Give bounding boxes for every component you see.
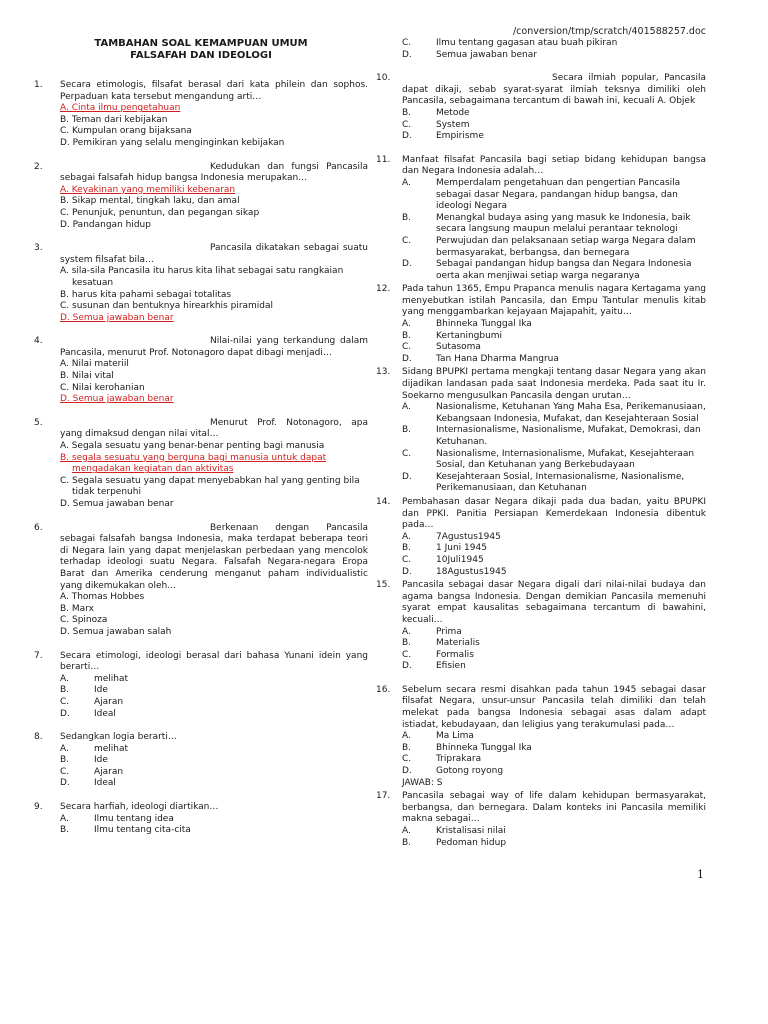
option-letter: C. bbox=[402, 119, 412, 130]
option-letter: C. bbox=[402, 554, 412, 565]
answer-option bbox=[376, 213, 706, 236]
right-column bbox=[376, 38, 706, 861]
question-text: Menurut Prof. Notonagoro, apa yang dimaksud dengan nilai vital… bbox=[60, 417, 368, 440]
question-stem bbox=[34, 336, 368, 359]
right-question-list bbox=[376, 73, 706, 849]
option-text: Sebagai pandangan hidup bangsa dan Negara Indonesia oerta akan menjiwai setiap warga negaranya bbox=[436, 259, 692, 281]
option-text: Formalis bbox=[436, 649, 474, 660]
option-letter: B. bbox=[60, 685, 70, 696]
answer-note: JAWAB: S bbox=[402, 777, 443, 788]
answer-option bbox=[376, 236, 706, 259]
question-item bbox=[376, 284, 706, 365]
answer-option bbox=[376, 425, 706, 448]
answer-option bbox=[376, 178, 706, 213]
option-letter: B. bbox=[402, 330, 412, 341]
question-number: 4. bbox=[34, 336, 43, 347]
answer-option bbox=[34, 266, 368, 289]
option-text: Ilmu tentang gagasan atau buah pikiran bbox=[436, 38, 618, 48]
question-stem bbox=[34, 162, 368, 185]
marked-answer bbox=[34, 185, 368, 197]
answer-option bbox=[34, 604, 368, 616]
answer-option bbox=[376, 108, 706, 120]
option-text: B. Teman dari kebijakan bbox=[60, 114, 168, 125]
option-text: Sutasoma bbox=[436, 342, 481, 353]
option-letter: A. bbox=[402, 626, 411, 637]
option-letter: A. bbox=[402, 531, 411, 542]
file-path: /conversion/tmp/scratch/401588257.doc bbox=[512, 26, 706, 37]
option-letter: C. bbox=[60, 696, 70, 707]
question-item bbox=[34, 162, 368, 232]
answer-option bbox=[34, 115, 368, 127]
question-item bbox=[34, 523, 368, 639]
option-text: D. Semua jawaban salah bbox=[60, 626, 172, 637]
question-text: Sidang BPUPKI pertama mengkaji tentang dasar Negara yang akan dijadikan landasan pada saat Indonesia merdeka. Pada saat itu Ir. Soekarno mengusulkan Pancasila dengan urutan… bbox=[402, 367, 706, 401]
question-stem bbox=[376, 580, 706, 626]
option-text: Empirisme bbox=[436, 131, 484, 142]
option-text: B. segala sesuatu yang berguna bagi manusia untuk dapat mengadakan kegiatan dan aktivitas bbox=[60, 452, 327, 475]
option-letter: A. bbox=[402, 402, 411, 413]
option-text: Ilmu tentang cita-cita bbox=[94, 825, 191, 836]
question-stem bbox=[34, 732, 368, 744]
option-text: System bbox=[436, 119, 470, 130]
option-text: D. Semua jawaban benar bbox=[60, 394, 174, 405]
option-text: B. harus kita pahami sebagai totalitas bbox=[60, 289, 232, 300]
answer-option bbox=[34, 126, 368, 138]
option-text: Memperdalam pengetahuan dan pengertian Pancasila sebagai dasar Negara, pandangan hidup bangsa, dan ideologi Negara bbox=[436, 177, 681, 212]
answer-option bbox=[34, 814, 368, 826]
answer-option bbox=[376, 38, 706, 50]
question-text: Berkenaan dengan Pancasila sebagai falsafah bangsa Indonesia, maka terdapat beberapa teori di Negara lain yang dapat menjelaskan perbedaan yang mencolok terhadap ideologi suatu Negara. Falsafah Negara-negara Eropa Barat dan Amerika cenderung menganut paham individualistic yang dikemukakan oleh… bbox=[60, 522, 368, 591]
question-number: 15. bbox=[376, 580, 391, 591]
answer-option bbox=[376, 754, 706, 766]
answer-option bbox=[34, 627, 368, 639]
answer-option bbox=[34, 674, 368, 686]
question-number: 1. bbox=[34, 80, 43, 90]
option-text: A. Nilai materiil bbox=[60, 359, 129, 370]
option-text: Efisien bbox=[436, 661, 466, 672]
answer-option bbox=[34, 138, 368, 150]
answer-option bbox=[376, 567, 706, 579]
question-text: Secara etimologis, filsafat berasal dari kata philein dan sophos. Perpaduan kata tersebut mengandung arti… bbox=[60, 80, 368, 102]
option-text: Kertaningbumi bbox=[436, 330, 503, 341]
page-number: 1 bbox=[697, 868, 704, 881]
answer-option bbox=[376, 472, 706, 495]
question-number: 2. bbox=[34, 161, 43, 172]
option-text: melihat bbox=[94, 743, 129, 754]
option-letter: D. bbox=[402, 566, 412, 577]
option-text: Prima bbox=[436, 626, 462, 637]
option-text: C. susunan dan bentuknya hirearkhis piramidal bbox=[60, 301, 274, 312]
question-item bbox=[376, 685, 706, 789]
document-header bbox=[34, 38, 368, 62]
answer-option bbox=[34, 476, 368, 499]
option-text: Triprakara bbox=[436, 754, 482, 765]
marked-answer bbox=[34, 313, 368, 325]
answer-option bbox=[376, 120, 706, 132]
answer-option bbox=[376, 131, 706, 143]
option-text: Pedoman hidup bbox=[436, 837, 507, 848]
option-text: D. Pandangan hidup bbox=[60, 219, 151, 230]
question-number: 10. bbox=[376, 73, 391, 84]
question-number: 17. bbox=[376, 791, 391, 802]
question-item bbox=[376, 73, 706, 143]
answer-option bbox=[376, 638, 706, 650]
option-text: C. Nilai kerohanian bbox=[60, 382, 145, 393]
option-letter: C. bbox=[402, 342, 412, 353]
option-text: Perwujudan dan pelaksanaan setiap warga Negara dalam bermasyarakat, berbangsa, dan bernegara bbox=[436, 235, 696, 258]
option-letter: A. bbox=[402, 319, 411, 330]
option-text: Kristalisasi nilai bbox=[436, 826, 506, 836]
option-letter: B. bbox=[60, 825, 70, 836]
option-text: Metode bbox=[436, 107, 470, 118]
option-text: Bhinneka Tunggal Ika bbox=[436, 742, 532, 753]
option-letter: A. bbox=[60, 673, 69, 684]
question-number: 7. bbox=[34, 650, 43, 661]
answer-option bbox=[34, 755, 368, 767]
option-letter: D. bbox=[402, 49, 412, 60]
marked-answer bbox=[34, 394, 368, 406]
option-text: C. Penunjuk, penuntun, dan pegangan sikap bbox=[60, 207, 260, 218]
option-letter: A. bbox=[402, 177, 411, 188]
question-number: 12. bbox=[376, 284, 391, 295]
option-letter: C. bbox=[60, 766, 70, 777]
question-text: Kedudukan dan fungsi Pancasila sebagai falsafah hidup bangsa Indonesia merupakan… bbox=[60, 161, 368, 184]
answer-option bbox=[376, 838, 706, 850]
question-stem bbox=[376, 73, 706, 108]
answer-option bbox=[34, 301, 368, 313]
option-letter: A. bbox=[402, 731, 411, 742]
option-text: B. Nilai vital bbox=[60, 371, 114, 382]
question-item bbox=[376, 367, 706, 495]
option-letter: A. bbox=[60, 743, 69, 754]
marked-answer bbox=[34, 103, 368, 115]
option-text: Ajaran bbox=[94, 766, 124, 777]
answer-option bbox=[34, 208, 368, 220]
question-item bbox=[34, 336, 368, 406]
question-stem bbox=[34, 80, 368, 103]
answer-option bbox=[376, 532, 706, 544]
answer-option bbox=[376, 449, 706, 472]
left-question-list bbox=[34, 80, 368, 837]
answer-option bbox=[376, 661, 706, 673]
question-text: Secara ilmiah popular, Pancasila dapat dikaji, sebab syarat-syarat ilmiah teksnya dimiliki oleh Pancasila, sebagaimana tercantum di bawah ini, kecuali A. Objek bbox=[402, 73, 706, 107]
left-column bbox=[34, 38, 368, 849]
question-item bbox=[34, 651, 368, 721]
question-stem bbox=[34, 651, 368, 674]
question-item bbox=[376, 155, 706, 283]
question-item bbox=[34, 732, 368, 790]
marked-answer bbox=[34, 453, 368, 476]
answer-option bbox=[34, 499, 368, 511]
option-text: Ide bbox=[94, 685, 108, 696]
question-text: Manfaat filsafat Pancasila bagi setiap bidang kehidupan bangsa dan Negara Indonesia adalah… bbox=[402, 154, 706, 177]
question-number: 9. bbox=[34, 802, 43, 813]
answer-option bbox=[34, 371, 368, 383]
question-item bbox=[34, 802, 368, 837]
question-text: Secara harfiah, ideologi diartikan… bbox=[60, 802, 219, 813]
answer-option bbox=[34, 615, 368, 627]
option-text: D. Pemikiran yang selalu menginginkan kebijakan bbox=[60, 137, 285, 148]
option-letter: A. bbox=[60, 813, 69, 824]
option-text: C. Spinoza bbox=[60, 615, 108, 626]
question-number: 16. bbox=[376, 684, 391, 695]
option-letter: B. bbox=[402, 107, 412, 118]
question-stem bbox=[34, 243, 368, 266]
answer-option bbox=[34, 220, 368, 232]
question-stem bbox=[34, 802, 368, 814]
title-line-1: TAMBAHAN SOAL KEMAMPUAN UMUM bbox=[94, 38, 308, 49]
answer-option bbox=[376, 743, 706, 755]
option-text: Ilmu tentang idea bbox=[94, 813, 174, 824]
option-letter: C. bbox=[402, 754, 412, 765]
option-text: B. Sikap mental, tingkah laku, dan amal bbox=[60, 196, 240, 207]
question-number: 11. bbox=[376, 154, 391, 165]
question-number: 8. bbox=[34, 732, 43, 743]
answer-option bbox=[34, 359, 368, 371]
answer-option bbox=[376, 766, 706, 778]
option-text: 18Agustus1945 bbox=[436, 566, 507, 577]
continued-options bbox=[376, 38, 706, 61]
option-text: D. Semua jawaban benar bbox=[60, 499, 174, 509]
option-text: Semua jawaban benar bbox=[436, 49, 537, 60]
answer-option bbox=[34, 778, 368, 790]
question-item bbox=[376, 580, 706, 673]
option-letter: B. bbox=[402, 543, 412, 554]
option-text: Gotong royong bbox=[436, 766, 504, 777]
question-number: 6. bbox=[34, 522, 43, 533]
option-text: A. Cinta ilmu pengetahuan bbox=[60, 103, 181, 114]
option-letter: C. bbox=[402, 235, 412, 246]
answer-option bbox=[34, 441, 368, 453]
question-stem bbox=[34, 418, 368, 441]
question-text: Sebelum secara resmi disahkan pada tahun 1945 sebagai dasar filsafat Negara, unsur-unsur Pancasila telah dimiliki dan telah melekat pada bangsa Indonesia sebagai asas dalam adapt istiadat, kebudayaan, dan leligius yang terakumulasi pada… bbox=[402, 684, 706, 730]
question-text: Sedangkan logia berarti… bbox=[60, 732, 177, 743]
option-letter: D. bbox=[60, 708, 70, 719]
answer-option bbox=[376, 731, 706, 743]
question-text: Pembahasan dasar Negara dikaji pada dua badan, yaitu BPUPKI dan PPKI. Panitia Persiapan Kemerdekaan Indonesia dibentuk pada… bbox=[402, 496, 706, 531]
answer-option bbox=[34, 825, 368, 837]
answer-option bbox=[376, 543, 706, 555]
answer-option bbox=[376, 555, 706, 567]
answer-option bbox=[34, 767, 368, 779]
question-stem bbox=[376, 791, 706, 826]
answer-option bbox=[376, 354, 706, 366]
answer-option bbox=[34, 383, 368, 395]
option-text: Ajaran bbox=[94, 696, 124, 707]
question-text: Pada tahun 1365, Empu Prapanca menulis nagara Kertagama yang menyebutkan istilah Pancasila, dan Empu Tantular menulis kitab yang menggambarkan kejayaan Majapahit, yaitu… bbox=[402, 284, 706, 318]
question-number: 13. bbox=[376, 367, 391, 378]
option-letter: D. bbox=[60, 778, 70, 789]
option-letter: B. bbox=[402, 638, 412, 649]
option-text: A. Keyakinan yang memiliki kebenaran bbox=[60, 184, 236, 195]
answer-option bbox=[376, 402, 706, 425]
option-text: A. sila-sila Pancasila itu harus kita lihat sebagai satu rangkaian kesatuan bbox=[60, 266, 344, 288]
question-text: Pancasila sebagai dasar Negara digali dari nilai-nilai budaya dan agama bangsa Indonesia. Dengan demikian Pancasila memenuhi syarat empat kausalitas sebagaimana tercantum di bawahini, kecuali… bbox=[402, 580, 706, 625]
option-text: melihat bbox=[94, 673, 129, 684]
option-letter: B. bbox=[402, 837, 412, 848]
option-text: Ideal bbox=[94, 708, 116, 719]
answer-option bbox=[34, 697, 368, 709]
question-number: 5. bbox=[34, 417, 43, 428]
answer-option bbox=[376, 259, 706, 282]
question-number: 14. bbox=[376, 496, 391, 507]
question-stem bbox=[376, 155, 706, 178]
answer-option bbox=[34, 592, 368, 604]
option-text: Ma Lima bbox=[436, 731, 474, 742]
title-line-2: FALSAFAH DAN IDEOLOGI bbox=[130, 50, 272, 61]
answer-option bbox=[376, 650, 706, 662]
question-item bbox=[34, 418, 368, 511]
option-text: 1 Juni 1945 bbox=[436, 543, 487, 554]
option-letter: D. bbox=[402, 131, 412, 142]
question-text: Pancasila sebagai way of life dalam kehidupan bermasyarakat, berbangsa, dan bernegara. Dalam konteks ini Pancasila memiliki makna sebagai… bbox=[402, 791, 706, 825]
option-letter: B. bbox=[402, 425, 412, 436]
option-text: Menangkal budaya asing yang masuk ke Indonesia, baik secara langsung maupun melalui perantaar teknologi bbox=[436, 212, 691, 235]
answer-option bbox=[376, 331, 706, 343]
option-letter: B. bbox=[402, 742, 412, 753]
option-letter: D. bbox=[402, 259, 412, 270]
option-text: A. Thomas Hobbes bbox=[60, 592, 145, 603]
question-stem bbox=[376, 497, 706, 532]
question-item bbox=[376, 791, 706, 849]
question-stem bbox=[34, 523, 368, 593]
option-text: Tan Hana Dharma Mangrua bbox=[436, 353, 559, 364]
option-letter: D. bbox=[402, 661, 412, 672]
option-letter: C. bbox=[402, 38, 412, 48]
answer-option bbox=[376, 342, 706, 354]
question-text: Nilai-nilai yang terkandung dalam Pancasila, menurut Prof. Notonagoro dapat dibagi menjadi… bbox=[60, 336, 368, 358]
question-item bbox=[34, 243, 368, 324]
answer-option bbox=[376, 627, 706, 639]
option-text: B. Marx bbox=[60, 603, 94, 614]
option-text: Ide bbox=[94, 755, 108, 766]
option-text: 7Agustus1945 bbox=[436, 531, 501, 542]
option-text: 10Juli1945 bbox=[436, 554, 484, 565]
question-item bbox=[34, 80, 368, 150]
option-letter: C. bbox=[402, 448, 412, 459]
answer-option bbox=[34, 290, 368, 302]
option-letter: B. bbox=[60, 755, 70, 766]
option-letter: C. bbox=[402, 649, 412, 660]
option-letter: B. bbox=[402, 212, 412, 223]
option-text: Nasionalisme, Ketuhanan Yang Maha Esa, Perikemanusiaan, Kebangsaan Indonesia, Mufakat, dan Kesejahteraan Sosial bbox=[436, 402, 706, 424]
option-text: A. Segala sesuatu yang benar-benar penting bagi manusia bbox=[60, 441, 325, 452]
option-letter: D. bbox=[402, 353, 412, 364]
option-text: Ideal bbox=[94, 778, 116, 789]
option-letter: D. bbox=[402, 471, 412, 482]
answer-option bbox=[34, 709, 368, 721]
option-text: Bhinneka Tunggal Ika bbox=[436, 319, 532, 330]
option-text: Materialis bbox=[436, 638, 480, 649]
answer-option bbox=[376, 319, 706, 331]
answer-option bbox=[34, 196, 368, 208]
option-text: Nasionalisme, Internasionalisme, Mufakat, Kesejahteraan Sosial, dan Ketuhanan yang Berkebudayaan bbox=[436, 448, 695, 471]
question-stem bbox=[376, 685, 706, 731]
answer-option bbox=[34, 744, 368, 756]
question-stem bbox=[376, 367, 706, 402]
question-item bbox=[376, 497, 706, 578]
question-text: Secara etimologi, ideologi berasal dari bahasa Yunani idein yang berarti… bbox=[60, 650, 368, 673]
question-number: 3. bbox=[34, 243, 43, 254]
option-text: C. Segala sesuatu yang dapat menyebabkan hal yang genting bila tidak terpenuhi bbox=[60, 475, 360, 498]
option-text: C. Kumpulan orang bijaksana bbox=[60, 126, 192, 137]
option-letter: D. bbox=[402, 766, 412, 777]
question-text: Pancasila dikatakan sebagai suatu system filsafat bila… bbox=[60, 243, 368, 265]
option-text: Internasionalisme, Nasionalisme, Mufakat, Demokrasi, dan Ketuhanan. bbox=[436, 425, 701, 447]
option-text: D. Semua jawaban benar bbox=[60, 312, 174, 323]
question-stem bbox=[376, 284, 706, 319]
answer-option bbox=[34, 685, 368, 697]
option-text: Kesejahteraan Sosial, Internasionalisme, Nasionalisme, Perikemanusiaan, dan Ketuhanan bbox=[436, 471, 685, 494]
answer-option bbox=[376, 50, 706, 62]
option-letter: A. bbox=[402, 826, 411, 836]
answer-option bbox=[376, 826, 706, 838]
